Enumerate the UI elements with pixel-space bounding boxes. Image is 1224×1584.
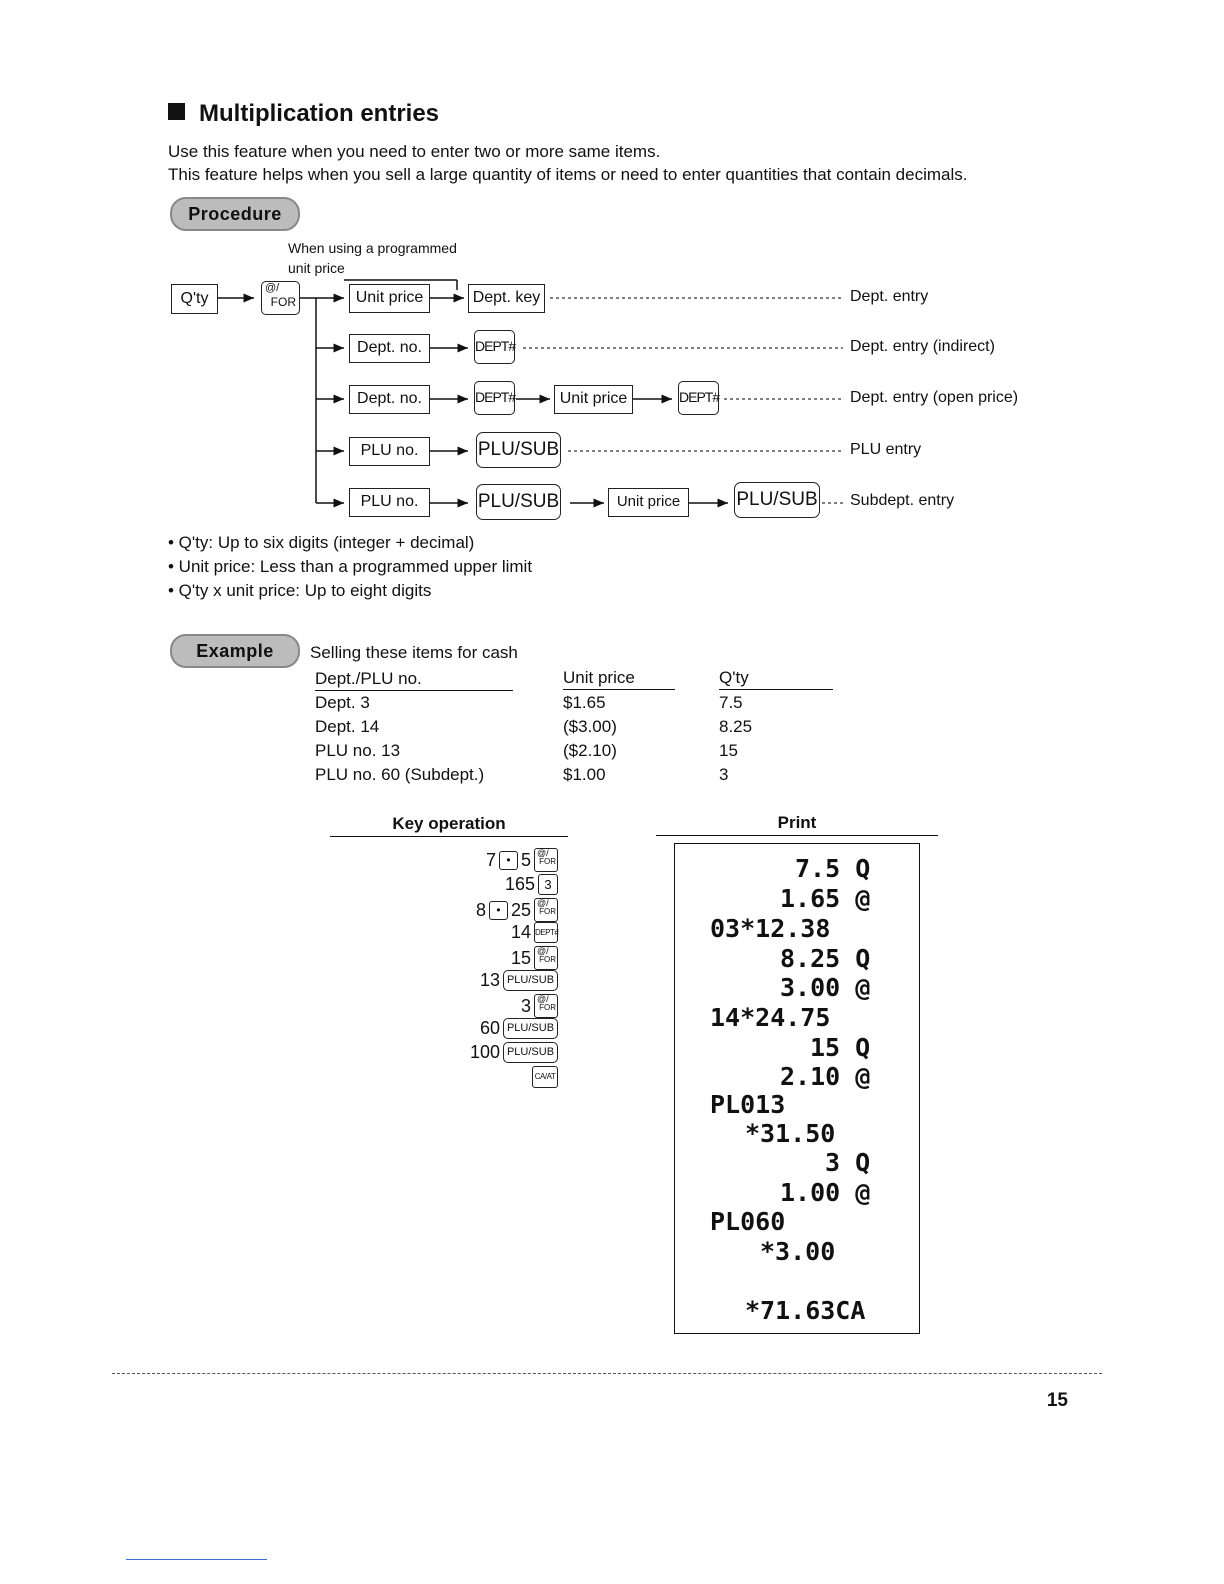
programmed-note-line-1: When using a programmed <box>288 240 457 256</box>
procedure-badge: Procedure <box>170 197 300 231</box>
table-cell: 15 <box>719 741 738 760</box>
decimal-key-icon: • <box>489 901 508 920</box>
for-key-top: @/ <box>265 282 280 294</box>
key-line-7 <box>521 994 558 1018</box>
example-caption: Selling these items for cash <box>310 643 518 662</box>
print-line: PL013 <box>710 1090 786 1119</box>
key-line-5 <box>511 946 558 970</box>
receipt-print <box>674 843 920 1334</box>
bullet-qty: • Q'ty: Up to six digits (integer + decimal) <box>168 533 475 552</box>
print-line: 8.25 Q <box>780 944 871 973</box>
decimal-key-icon: • <box>499 851 518 870</box>
table-cell: PLU no. 60 (Subdept.) <box>315 765 485 784</box>
key-digits: 3 <box>520 995 531 1016</box>
dept-key-box: Dept. key <box>468 284 545 313</box>
col-header-dept-plu: Dept./PLU no. <box>315 669 513 691</box>
print-line: 3 Q <box>825 1148 871 1177</box>
qty-box: Q'ty <box>171 284 218 314</box>
table-cell: 8.25 <box>719 717 753 736</box>
for-key-bottom: FOR <box>539 857 556 866</box>
key-line-9 <box>470 1042 558 1063</box>
key-operation-sequence <box>380 846 558 1096</box>
table-cell: $1.65 <box>563 693 606 712</box>
dept3-key-icon: 3 <box>538 874 558 895</box>
for-key-icon <box>534 898 558 922</box>
key-digits: 7 <box>485 849 496 870</box>
table-cell: 7.5 <box>719 693 743 712</box>
dept-hash-key-icon-2: DEPT# <box>474 381 515 415</box>
plu-no-box: PLU no. <box>349 437 430 466</box>
dept-hash-key-icon-3: DEPT# <box>678 381 719 415</box>
intro-line-2: This feature helps when you sell a large quantity of items or need to enter quantities that contain decimals. <box>168 165 968 184</box>
print-line: *31.50 <box>745 1119 836 1148</box>
plu-sub-key-icon-2: PLU/SUB <box>476 484 561 520</box>
plu-sub-key-icon: PLU/SUB <box>503 1042 558 1063</box>
key-line-8 <box>480 1018 558 1039</box>
page-number: 15 <box>1046 1390 1068 1411</box>
result-dept-entry-open-price: Dept. entry (open price) <box>850 389 1019 406</box>
table-cell: PLU no. 13 <box>315 741 401 760</box>
unit-price-box-2: Unit price <box>554 385 633 414</box>
print-line: 1.00 @ <box>780 1178 871 1207</box>
key-digits: 165 <box>504 874 535 894</box>
dept-hash-key-icon: DEPT# <box>534 922 558 943</box>
plu-sub-key-icon-3: PLU/SUB <box>734 482 820 518</box>
result-dept-entry: Dept. entry <box>850 288 929 305</box>
table-cell: ($3.00) <box>563 717 617 736</box>
key-line-10 <box>532 1066 558 1088</box>
plu-sub-key-icon: PLU/SUB <box>503 1018 558 1039</box>
plu-sub-key-icon: PLU/SUB <box>476 432 561 468</box>
print-title: Print <box>656 813 938 836</box>
for-key-icon <box>534 994 558 1018</box>
ca-at-key-icon: CA/AT <box>532 1066 558 1088</box>
for-key-bottom: FOR <box>539 1003 556 1012</box>
key-line-3 <box>476 898 558 922</box>
unit-price-box: Unit price <box>349 284 430 313</box>
for-key-icon <box>261 281 300 315</box>
print-line: 2.10 @ <box>780 1062 871 1091</box>
unit-price-box-3: Unit price <box>608 488 689 517</box>
print-line: 14*24.75 <box>710 1003 831 1032</box>
print-line: *71.63CA <box>745 1296 866 1325</box>
key-digits: 15 <box>510 947 531 968</box>
bullet-unit-price: • Unit price: Less than a programmed upper limit <box>168 557 533 576</box>
plu-no-box-2: PLU no. <box>349 488 430 517</box>
key-digits: 100 <box>469 1042 500 1062</box>
for-key-icon <box>534 848 558 872</box>
footer-divider <box>112 1373 1102 1374</box>
key-digits: 25 <box>510 899 531 920</box>
print-line: *3.00 <box>760 1237 836 1266</box>
key-digits: 13 <box>479 970 500 990</box>
print-line: 1.65 @ <box>780 884 871 913</box>
intro-line-1: Use this feature when you need to enter two or more same items. <box>168 142 661 161</box>
result-subdept-entry: Subdept. entry <box>850 492 955 509</box>
for-key-top: @/ <box>537 946 549 956</box>
example-badge: Example <box>170 634 300 668</box>
for-key-icon <box>534 946 558 970</box>
key-digits: 14 <box>510 922 531 942</box>
key-line-1 <box>486 848 558 872</box>
key-operation-title: Key operation <box>330 814 568 837</box>
plu-sub-key-icon: PLU/SUB <box>503 970 558 991</box>
result-dept-entry-indirect: Dept. entry (indirect) <box>850 338 995 355</box>
print-line: 7.5 Q <box>795 854 871 883</box>
key-line-6 <box>480 970 558 991</box>
result-plu-entry: PLU entry <box>850 441 922 458</box>
for-key-bottom: FOR <box>539 955 556 964</box>
key-digits: 60 <box>479 1018 500 1038</box>
bullet-qty-x-unit-price: • Q'ty x unit price: Up to eight digits <box>168 581 432 600</box>
col-header-unit-price: Unit price <box>563 668 675 690</box>
key-line-2 <box>505 874 558 895</box>
dept-no-box-2: Dept. no. <box>349 385 430 414</box>
table-cell: Dept. 14 <box>315 717 380 736</box>
for-key-top: @/ <box>537 898 549 908</box>
col-header-qty: Q'ty <box>719 668 833 690</box>
procedure-connector-lines <box>0 0 1224 560</box>
programmed-note-line-2: unit price <box>288 260 345 276</box>
key-line-4 <box>511 922 558 943</box>
print-line: 03*12.38 <box>710 914 831 943</box>
for-key-top: @/ <box>537 848 549 858</box>
table-cell: $1.00 <box>563 765 606 784</box>
key-digits: 5 <box>520 849 531 870</box>
heading-text: Multiplication entries <box>199 100 440 127</box>
dept-no-box: Dept. no. <box>349 334 430 363</box>
footer-link-line <box>126 1559 267 1560</box>
table-cell: ($2.10) <box>563 741 617 760</box>
for-key-bottom: FOR <box>539 907 556 916</box>
print-line: 3.00 @ <box>780 973 871 1002</box>
print-line: PL060 <box>710 1207 786 1236</box>
key-digits: 8 <box>475 899 486 920</box>
print-line: 15 Q <box>810 1033 871 1062</box>
for-key-top: @/ <box>537 994 549 1004</box>
dept-hash-key-icon: DEPT# <box>474 330 515 364</box>
for-key-bottom: FOR <box>270 295 296 309</box>
table-cell: 3 <box>719 765 729 784</box>
table-cell: Dept. 3 <box>315 693 370 712</box>
